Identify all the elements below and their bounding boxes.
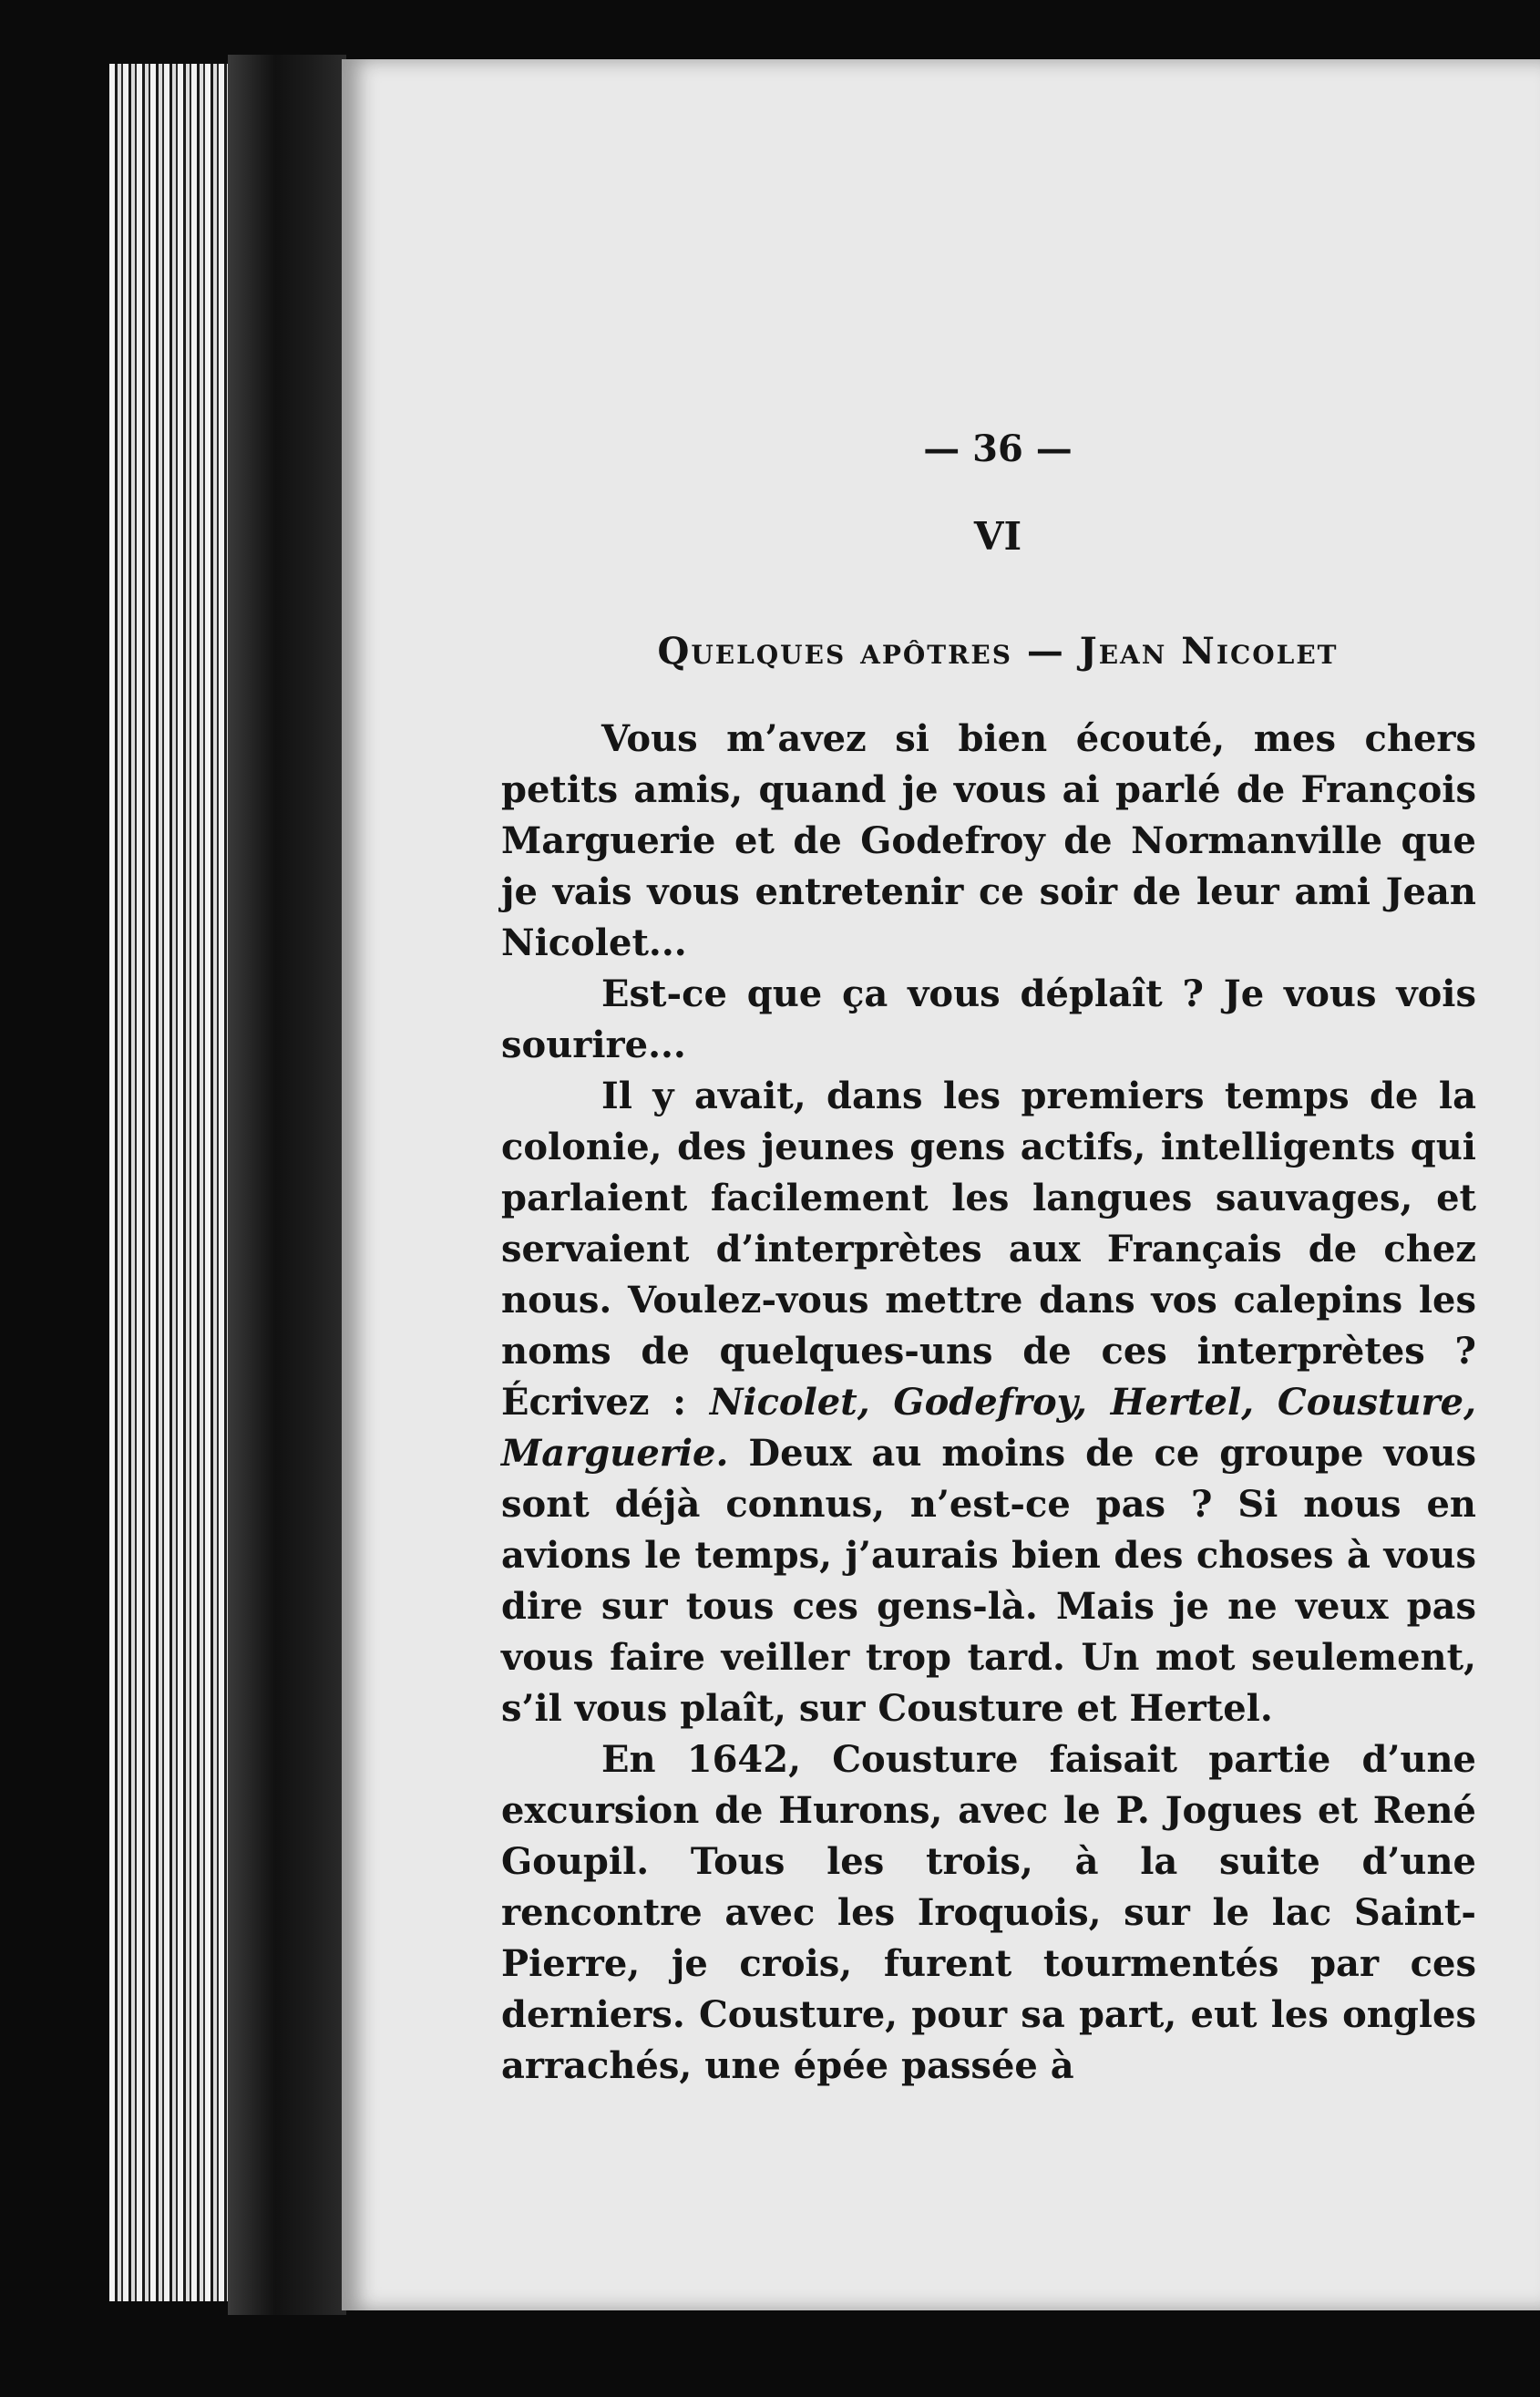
paragraph-3-text-end: Deux au moins de ce groupe vous sont déjà connus, n’est-ce pas ? Si nous en avions le temps, j’aurais bien des choses à vous dire sur tous ces gens-là. Mais je ne veux pas vous faire veiller trop tard. Un mot seulement, s’il vous plaît, sur Cousture et Hertel. [501,1432,1476,1730]
page-text-block [501,424,1476,2092]
chapter-number: VI [973,514,1022,559]
page-number: — 36 — [923,427,1073,470]
book-gutter-shadow [228,55,346,2315]
paragraph-4: En 1642, Cousture faisait partie d’une excursion de Hurons, avec le P. Jogues et René Goupil. Tous les trois, à la suite d’une rencontre avec les Iroquois, sur le lac Saint-Pierre, je crois, furent tourmentés par ces derniers. Cousture, pour sa part, eut les ongles arrachés, une épée passée à [501,1738,1476,2087]
paragraph-3 [501,1071,1476,1734]
paragraph-2: Est-ce que ça vous déplaît ? Je vous vois sourire... [501,972,1476,1066]
paragraph-3-text-start: Il y avait, dans les premiers temps de la colonie, des jeunes gens actifs, intelligents qui parlaient facilement les langues sauvages, et servaient d’interprètes aux Français de chez nous. Voulez-vous mettre dans vos calepins les noms de quelques-uns de ces interprètes ? Écrivez : [501,1075,1476,1424]
paragraph-1: Vous m’avez si bien écouté, mes chers petits amis, quand je vous ai parlé de François Marguerie et de Godefroy de Normanville que je vais vous entretenir ce soir de leur ami Jean Nicolet... [501,717,1476,964]
chapter-title: Quelques apôtres — Jean Nicolet [657,630,1339,673]
interpreter-names: Nicolet, Godefroy, Hertel, Cousture, Marguerie. [501,1381,1476,1475]
book-page [342,59,1540,2310]
